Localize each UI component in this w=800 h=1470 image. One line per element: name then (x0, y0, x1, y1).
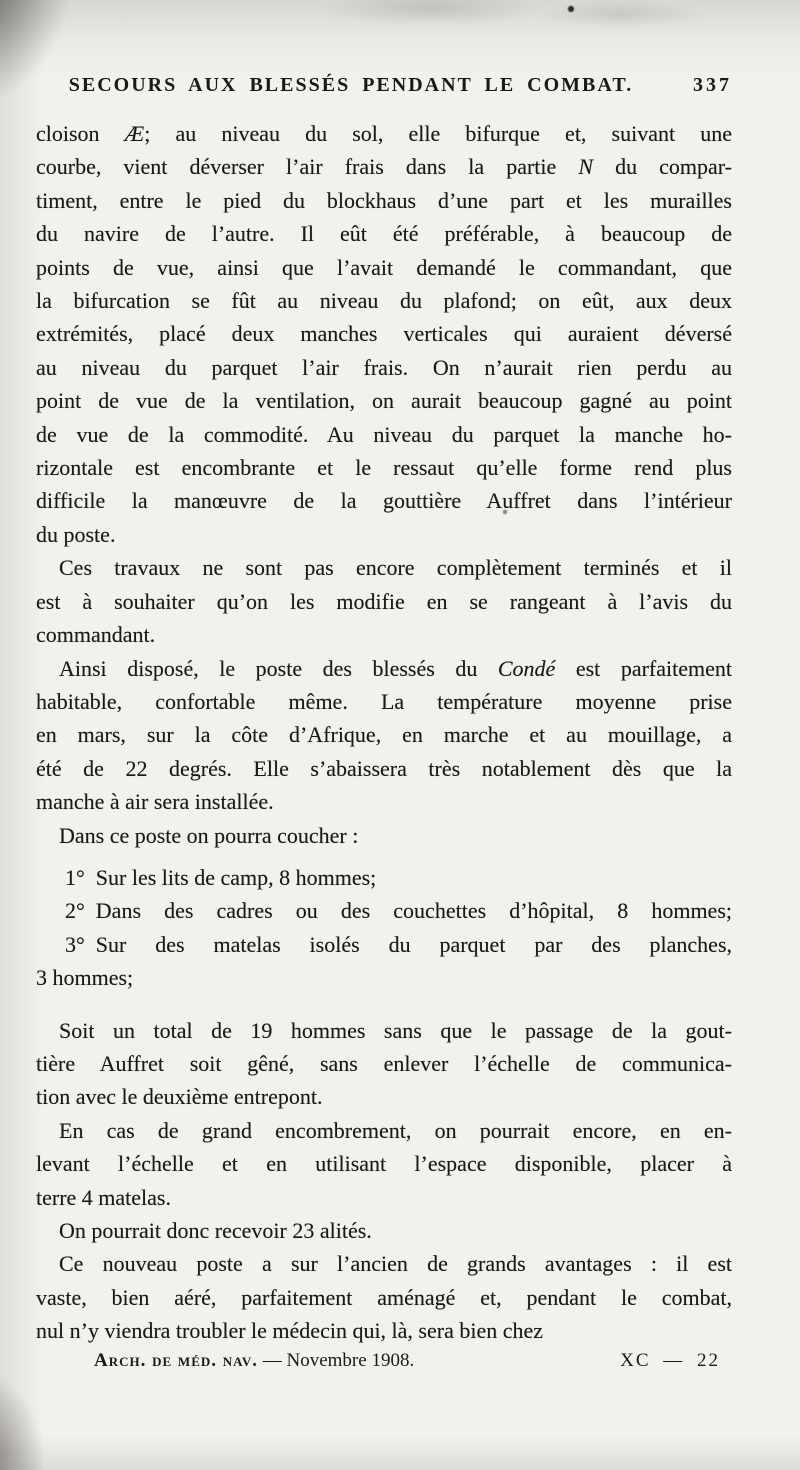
text-segment: cloison (36, 121, 125, 146)
footer-separator: — (262, 1350, 282, 1371)
text-segment: On pourrait donc recevoir 23 alités. (59, 1218, 372, 1243)
text-line (36, 718, 732, 751)
text-segment: commandant. (36, 622, 156, 648)
text-line (36, 1281, 732, 1314)
text-line (36, 1214, 732, 1247)
text-line (36, 894, 732, 927)
text-segment: Ainsi disposé, le poste des blessés du (59, 655, 498, 681)
running-header (36, 74, 732, 104)
text-segment: manche à air sera installée. (36, 789, 274, 815)
text-line (36, 418, 732, 451)
text-segment: tière Auffret soit gêné, sans enlever l’échelle de communica- (36, 1050, 732, 1076)
text-segment: du compar- (593, 154, 733, 180)
text-line (36, 928, 732, 961)
text-line (36, 1314, 732, 1347)
text-segment: timent, entre le pied du blockhaus d’une part et les murailles (36, 187, 732, 213)
text-segment: est parfaitement (555, 655, 732, 681)
text-line (36, 251, 732, 284)
text-line (36, 1080, 732, 1113)
italic-text: Æ (124, 121, 145, 146)
page-footer (36, 1350, 732, 1384)
text-line (36, 585, 732, 618)
running-header-title: SECOURS AUX BLESSÉS PENDANT LE COMBAT. (68, 74, 634, 96)
text-segment: Ces travaux ne sont pas encore complètement terminés et il (59, 555, 732, 581)
text-line (36, 819, 732, 852)
text-line (36, 961, 732, 994)
text-line (36, 1114, 732, 1147)
text-line (36, 217, 732, 250)
text-line (36, 652, 732, 685)
footer-date: Novembre 1908. (286, 1350, 415, 1371)
text-line (36, 184, 732, 217)
text-segment: Ce nouveau poste a sur l’ancien de grands avantages : il est (59, 1251, 732, 1277)
text-line (36, 484, 732, 517)
text-segment: Soit un total de 19 hommes sans que le passage de la gout- (59, 1017, 732, 1043)
text-line (36, 1181, 732, 1214)
text-segment: ; au niveau du sol, elle bifurque et, suivant une (144, 121, 732, 146)
footer-imprint (94, 1350, 414, 1372)
italic-text: Condé (497, 655, 556, 681)
text-line (36, 752, 732, 785)
text-line (36, 518, 732, 551)
text-line (36, 1247, 732, 1280)
text-segment: vaste, bien aéré, parfaitement aménagé et, pendant le combat, (36, 1284, 732, 1310)
text-segment: 1° Sur les lits de camp, 8 hommes; (65, 864, 377, 890)
text-line (36, 150, 732, 183)
text-line (36, 785, 732, 818)
text-segment: levant l’échelle et en utilisant l’espace disponible, placer à (36, 1151, 732, 1177)
text-segment: du poste. (36, 521, 116, 547)
text-segment: 3 hommes; (36, 965, 134, 991)
text-segment: habitable, confortable même. La température moyenne prise (36, 688, 732, 714)
text-segment: au niveau du parquet l’air frais. On n’aurait rien perdu au (36, 354, 732, 380)
text-line (36, 284, 732, 317)
text-line (36, 618, 732, 651)
text-segment: 2° Dans des cadres ou des couchettes d’hôpital, 8 hommes; (65, 898, 732, 924)
text-segment: la bifurcation se fût au niveau du plafond; on eût, aux deux (36, 288, 732, 314)
text-segment: été de 22 degrés. Elle s’abaissera très notablement dès que la (36, 755, 732, 781)
text-line (36, 384, 732, 417)
text-segment: tion avec le deuxième entrepont. (36, 1084, 323, 1110)
text-segment: est à souhaiter qu’on les modifie en se rangeant à l’avis du (36, 588, 732, 614)
text-segment: point de vue de la ventilation, on aurait beaucoup gagné au point (36, 388, 732, 414)
text-line (36, 317, 732, 350)
text-segment: En cas de grand encombrement, on pourrait encore, en en- (59, 1117, 732, 1143)
footer-volume-signature: XC — 22 (620, 1350, 720, 1371)
text-line (36, 351, 732, 384)
text-segment: en mars, sur la côte d’Afrique, en marche et au mouillage, a (36, 722, 732, 748)
text-segment: nul n’y viendra troubler le médecin qui, là, sera bien chez (36, 1318, 544, 1344)
italic-text: N (578, 154, 594, 180)
text-line (36, 861, 732, 894)
text-segment: terre 4 matelas. (36, 1184, 171, 1210)
text-segment: du navire de l’autre. Il eût été préférable, à beaucoup de (36, 221, 732, 247)
page-number: 337 (693, 74, 732, 96)
footer-journal-name: Arch. de méd. nav. (94, 1350, 258, 1371)
text-line (36, 1014, 732, 1047)
text-segment: rizontale est encombrante et le ressaut qu’elle forme rend plus (36, 455, 732, 481)
text-segment: difficile la manœuvre de la gouttière Auffret dans l’intérieur (36, 488, 732, 514)
text-line (36, 685, 732, 718)
text-segment: extrémités, placé deux manches verticales qui auraient déversé (36, 321, 732, 347)
text-line (36, 1047, 732, 1080)
text-line (36, 451, 732, 484)
text-segment: points de vue, ainsi que l’avait demandé le commandant, que (36, 254, 732, 280)
text-segment: courbe, vient déverser l’air frais dans la partie (36, 154, 579, 180)
text-segment: de vue de la commodité. Au niveau du parquet la manche ho- (36, 421, 732, 447)
text-segment: Dans ce poste on pourra coucher : (59, 822, 359, 848)
text-line (36, 117, 732, 150)
page-body (36, 117, 732, 1348)
text-segment: 3° Sur des matelas isolés du parquet par des planches, (65, 931, 732, 957)
text-line (36, 551, 732, 584)
text-line (36, 1147, 732, 1180)
